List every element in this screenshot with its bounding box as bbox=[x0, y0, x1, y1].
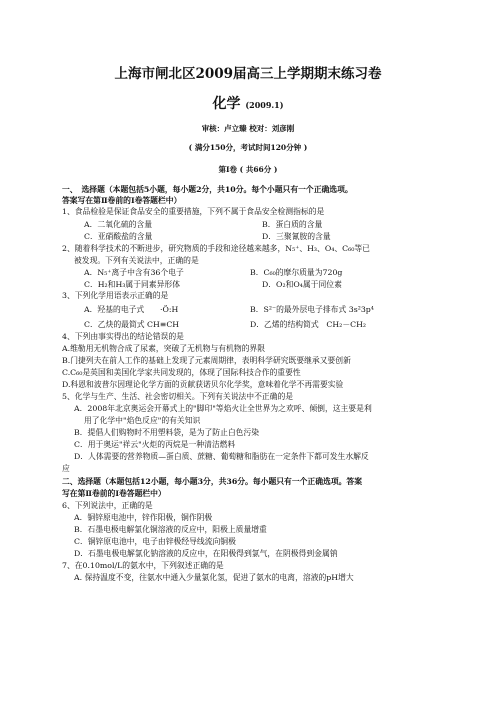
q6-option-b: B．石墨电极电解氯化铜溶液的反应中，阳极上质量增重 bbox=[74, 525, 267, 534]
q3-option-b: B．S²⁻的最外层电子排布式 3s²3p⁴ bbox=[250, 305, 374, 314]
hydroxyl-electron-formula: ·Ö:H bbox=[160, 305, 179, 314]
q6-stem: 6、下列说法中，正确的是 bbox=[62, 501, 153, 510]
exam-title: 上海市闸北区2009届高三上学期期末练习卷 bbox=[114, 66, 382, 82]
q6-option-c: C．铜锌原电池中，电子由锌极经导线流向铜极 bbox=[74, 537, 236, 546]
q2-option-a: A．N₅⁺离子中含有36个电子 bbox=[84, 268, 184, 277]
q1-option-b: B．蛋白质的含量 bbox=[262, 220, 323, 229]
q1-stem: 1、食品检验是保证食品安全的重要措施，下列不属于食品安全检测指标的是 bbox=[62, 207, 325, 216]
q5-option-d-cont: 应 bbox=[62, 464, 70, 473]
q5-option-b: B．提倡人们购物时不用塑料袋，是为了防止白色污染 bbox=[74, 428, 260, 437]
section1-heading: 一、 选择题（本题包括5小题，每小题2分，共10分。每个小题只有一个正确选项。 bbox=[62, 185, 353, 194]
q4-stem: 4、下列由事实得出的结论错误的是 bbox=[62, 332, 184, 341]
q4-option-a: A.维勒用无机物合成了尿素，突破了无机物与有机物的界限 bbox=[62, 344, 266, 353]
q2-option-c: C．H₂和H₃属于同素异形体 bbox=[84, 280, 180, 289]
q4-option-d: D.科恩和波普尔因理论化学方面的贡献获诺贝尔化学奖，意味着化学不再需要实验 bbox=[62, 380, 344, 389]
q6-option-a: A．铜锌原电池中，锌作阳极，铜作阴极 bbox=[74, 513, 213, 522]
q3-option-d: D．乙烯的结构简式 CH₂－CH₂ bbox=[250, 320, 367, 329]
q4-option-c: C.C₆₀是英国和美国化学家共同发现的，体现了国际科技合作的重要性 bbox=[62, 368, 301, 377]
q1-option-a: A．二氧化硫的含量 bbox=[84, 220, 153, 229]
q7-option-a: A. 保持温度不变，往氨水中通入少量氯化氢，促进了氨水的电离，溶液的pH增大 bbox=[74, 573, 354, 582]
q6-option-d: D．石墨电极电解氯化钠溶液的反应中，在阳极得到氯气，在阴极得到金属钠 bbox=[74, 549, 338, 558]
q7-stem: 7、在0.10mol/L的氨水中，下列叙述正确的是 bbox=[62, 561, 224, 570]
q5-option-d: D．人体需要的营养物质—蛋白质、蔗糖、葡萄糖和脂肪在一定条件下都可发生水解反 bbox=[74, 452, 369, 461]
q5-option-a-cont: 用了化学中"焰色反应"的有关知识 bbox=[84, 416, 201, 425]
q3-stem: 3、下列化学用语表示正确的是 bbox=[62, 291, 169, 300]
section1-heading-cont: 答案写在第Ⅱ卷前的Ⅰ卷答题栏中） bbox=[62, 196, 182, 205]
q5-stem: 5、化学与生产、生活、社会密切相关。下列有关说法中不正确的是 bbox=[62, 392, 294, 401]
reviewers-line: 审核：卢立臻 校对：刘彦刚 bbox=[201, 124, 295, 133]
q2-option-b: B．C₆₀的摩尔质量为720g bbox=[250, 268, 343, 277]
q3-option-c: C．乙炔的最简式 CH≡CH bbox=[84, 320, 180, 329]
volume-heading: 第Ⅰ卷 ( 共66分 ) bbox=[218, 165, 278, 174]
q5-option-a: A．2008年北京奥运会开幕式上的"脚印"等焰火让全世界为之欢呼、倾倒，这主要是利 bbox=[74, 404, 372, 413]
section2-heading: 二、选择题（本题包括12小题，每小题3分，共36分。每小题只有一个正确选项。答案 bbox=[62, 477, 363, 486]
subject-label: 化学 bbox=[212, 96, 241, 112]
q1-option-d: D．三聚氰胺的含量 bbox=[262, 232, 331, 241]
q3-option-a: A．羟基的电子式 bbox=[84, 305, 145, 314]
exam-date: (2009.1) bbox=[245, 100, 284, 110]
score-time-line: ( 满分150分，考试时间120分钟 ) bbox=[188, 143, 308, 152]
section2-heading-cont: 写在第Ⅱ卷前的Ⅰ卷答题栏中） bbox=[62, 489, 166, 498]
q1-option-c: C．亚硝酸盐的含量 bbox=[84, 232, 153, 241]
q2-option-d: D．O₂和O₄属于同位素 bbox=[262, 280, 342, 289]
exam-subject bbox=[0, 93, 496, 113]
q5-option-c: C．用于奥运"祥云"火炬的丙烷是一种清洁燃料 bbox=[74, 440, 236, 449]
q2-stem-cont: 被发现。下列有关说法中，正确的是 bbox=[74, 256, 199, 265]
q4-option-b: B.门捷列夫在前人工作的基础上发现了元素周期律，表明科学研究既要继承又要创新 bbox=[62, 356, 351, 365]
q2-stem: 2、随着科学技术的不断进步，研究物质的手段和途径越来越多，N₅⁺、H₃、O₄、C₆₀等已 bbox=[62, 244, 370, 253]
